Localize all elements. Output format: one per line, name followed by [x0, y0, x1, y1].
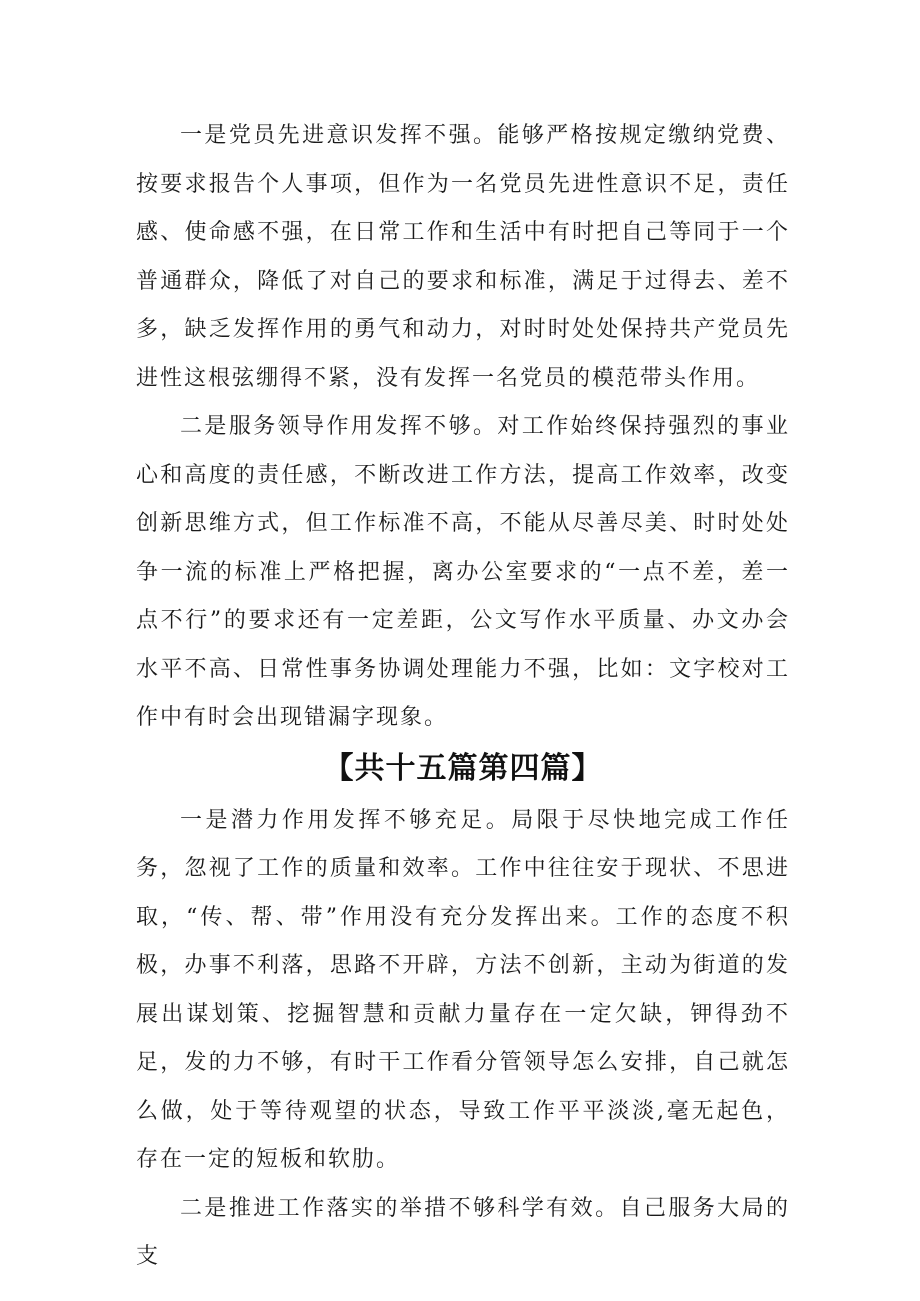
- paragraph-2: 二是服务领导作用发挥不够。对工作始终保持强烈的事业心和高度的责任感，不断改进工作方法，提高工作效率，改变创新思维方式，但工作标准不高，不能从尽善尽美、时时处处争一流的标准上严格把握，离办公室要求的“一点不差，差一点不行”的要求还有一定差距，公文写作水平质量、办文办会水平不高、日常性事务协调处理能力不强，比如：文字校对工作中有时会出现错漏字现象。: [136, 414, 790, 730]
- section-title: 【共十五篇第四篇】: [323, 750, 603, 786]
- paragraph-1: 一是党员先进意识发挥不强。能够严格按规定缴纳党费、按要求报告个人事项，但作为一名党员先进性意识不足，责任感、使命感不强，在日常工作和生活中有时把自己等同于一个普通群众，降低了对自己的要求和标准，满足于过得去、差不多，缺乏发挥作用的勇气和动力，对时时处处保持共产党员先进性这根弦绷得不紧，没有发挥一名党员的模范带头作用。: [136, 123, 790, 391]
- paragraph-3: 一是潜力作用发挥不够充足。局限于尽快地完成工作任务，忽视了工作的质量和效率。工作中往往安于现状、不思进取，“传、帮、带”作用没有充分发挥出来。工作的态度不积极，办事不利落，思路不开辟，方法不创新，主动为街道的发展出谋划策、挖掘智慧和贡献力量存在一定欠缺，钾得劲不足，发的力不够，有时干工作看分管领导怎么安排，自己就怎么做，处于等待观望的状态，导致工作平平淡淡,毫无起色，存在一定的短板和软肋。: [136, 807, 790, 1172]
- paragraph-4: 二是推进工作落实的举措不够科学有效。自己服务大局的支: [136, 1195, 790, 1269]
